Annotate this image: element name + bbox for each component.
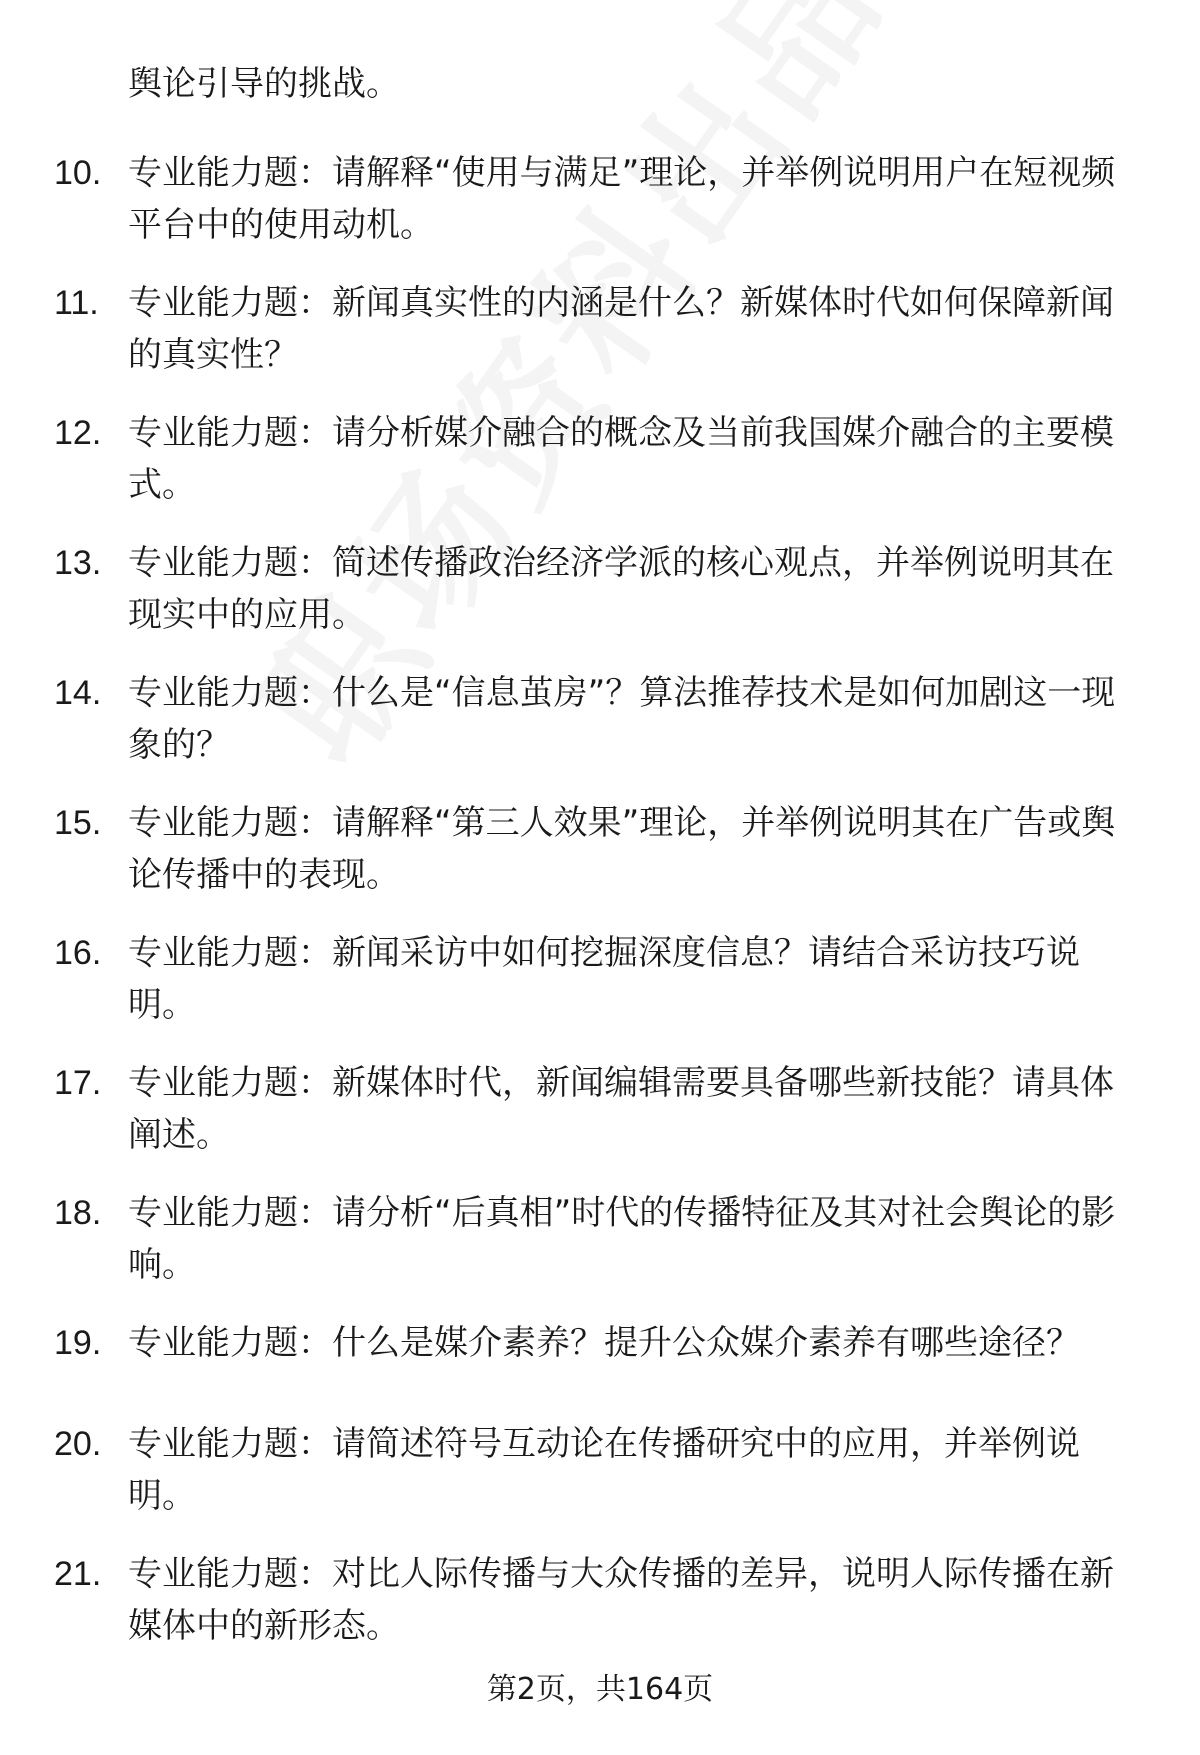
question-item — [0, 1548, 1200, 1678]
question-text: 专业能力题：请解释“使用与满足”理论，并举例说明用户在短视频平台中的使用动机。 — [128, 153, 1116, 245]
question-item — [0, 1187, 1200, 1317]
question-list — [0, 147, 1200, 1678]
question-text: 专业能力题：请分析“后真相”时代的传播特征及其对社会舆论的影响。 — [128, 1193, 1116, 1285]
question-text: 专业能力题：新闻真实性的内涵是什么？新媒体时代如何保障新闻的真实性？ — [128, 283, 1114, 375]
question-item — [0, 667, 1200, 797]
question-item — [0, 1317, 1200, 1418]
question-number: 21. — [54, 1555, 102, 1593]
question-number: 17. — [54, 1064, 102, 1102]
question-number: 12. — [54, 414, 102, 452]
question-item — [0, 927, 1200, 1057]
question-item — [0, 407, 1200, 537]
question-item — [0, 537, 1200, 667]
page-footer: 第2页，共164页 — [486, 1672, 714, 1707]
question-text: 专业能力题：新闻采访中如何挖掘深度信息？请结合采访技巧说明。 — [128, 933, 1080, 1025]
question-text: 专业能力题：请分析媒介融合的概念及当前我国媒介融合的主要模式。 — [128, 413, 1114, 505]
question-text: 专业能力题：什么是“信息茧房”？算法推荐技术是如何加剧这一现象的？ — [128, 673, 1116, 765]
question-number: 15. — [54, 804, 102, 842]
question-item — [0, 1418, 1200, 1548]
question-text: 专业能力题：请解释“第三人效果”理论，并举例说明其在广告或舆论传播中的表现。 — [128, 803, 1116, 895]
question-number: 18. — [54, 1194, 102, 1232]
question-number: 20. — [54, 1425, 102, 1463]
question-number: 19. — [54, 1324, 102, 1362]
question-item — [0, 797, 1200, 927]
question-text: 专业能力题：什么是媒介素养？提升公众媒介素养有哪些途径？ — [128, 1323, 1080, 1363]
question-text: 专业能力题：简述传播政治经济学派的核心观点，并举例说明其在现实中的应用。 — [128, 543, 1114, 635]
question-text: 专业能力题：新媒体时代，新闻编辑需要具备哪些新技能？请具体阐述。 — [128, 1063, 1114, 1155]
question-number: 16. — [54, 934, 102, 972]
question-item — [0, 277, 1200, 407]
question-number: 11. — [54, 284, 99, 322]
question-text: 专业能力题：请简述符号互动论在传播研究中的应用，并举例说明。 — [128, 1424, 1080, 1516]
question-item — [0, 1057, 1200, 1187]
question-number: 10. — [54, 154, 102, 192]
question-item — [0, 147, 1200, 277]
question-number: 14. — [54, 674, 102, 712]
continuation-text: 舆论引导的挑战。 — [128, 64, 400, 104]
question-text: 专业能力题：对比人际传播与大众传播的差异，说明人际传播在新媒体中的新形态。 — [128, 1554, 1114, 1646]
question-number: 13. — [54, 544, 102, 582]
